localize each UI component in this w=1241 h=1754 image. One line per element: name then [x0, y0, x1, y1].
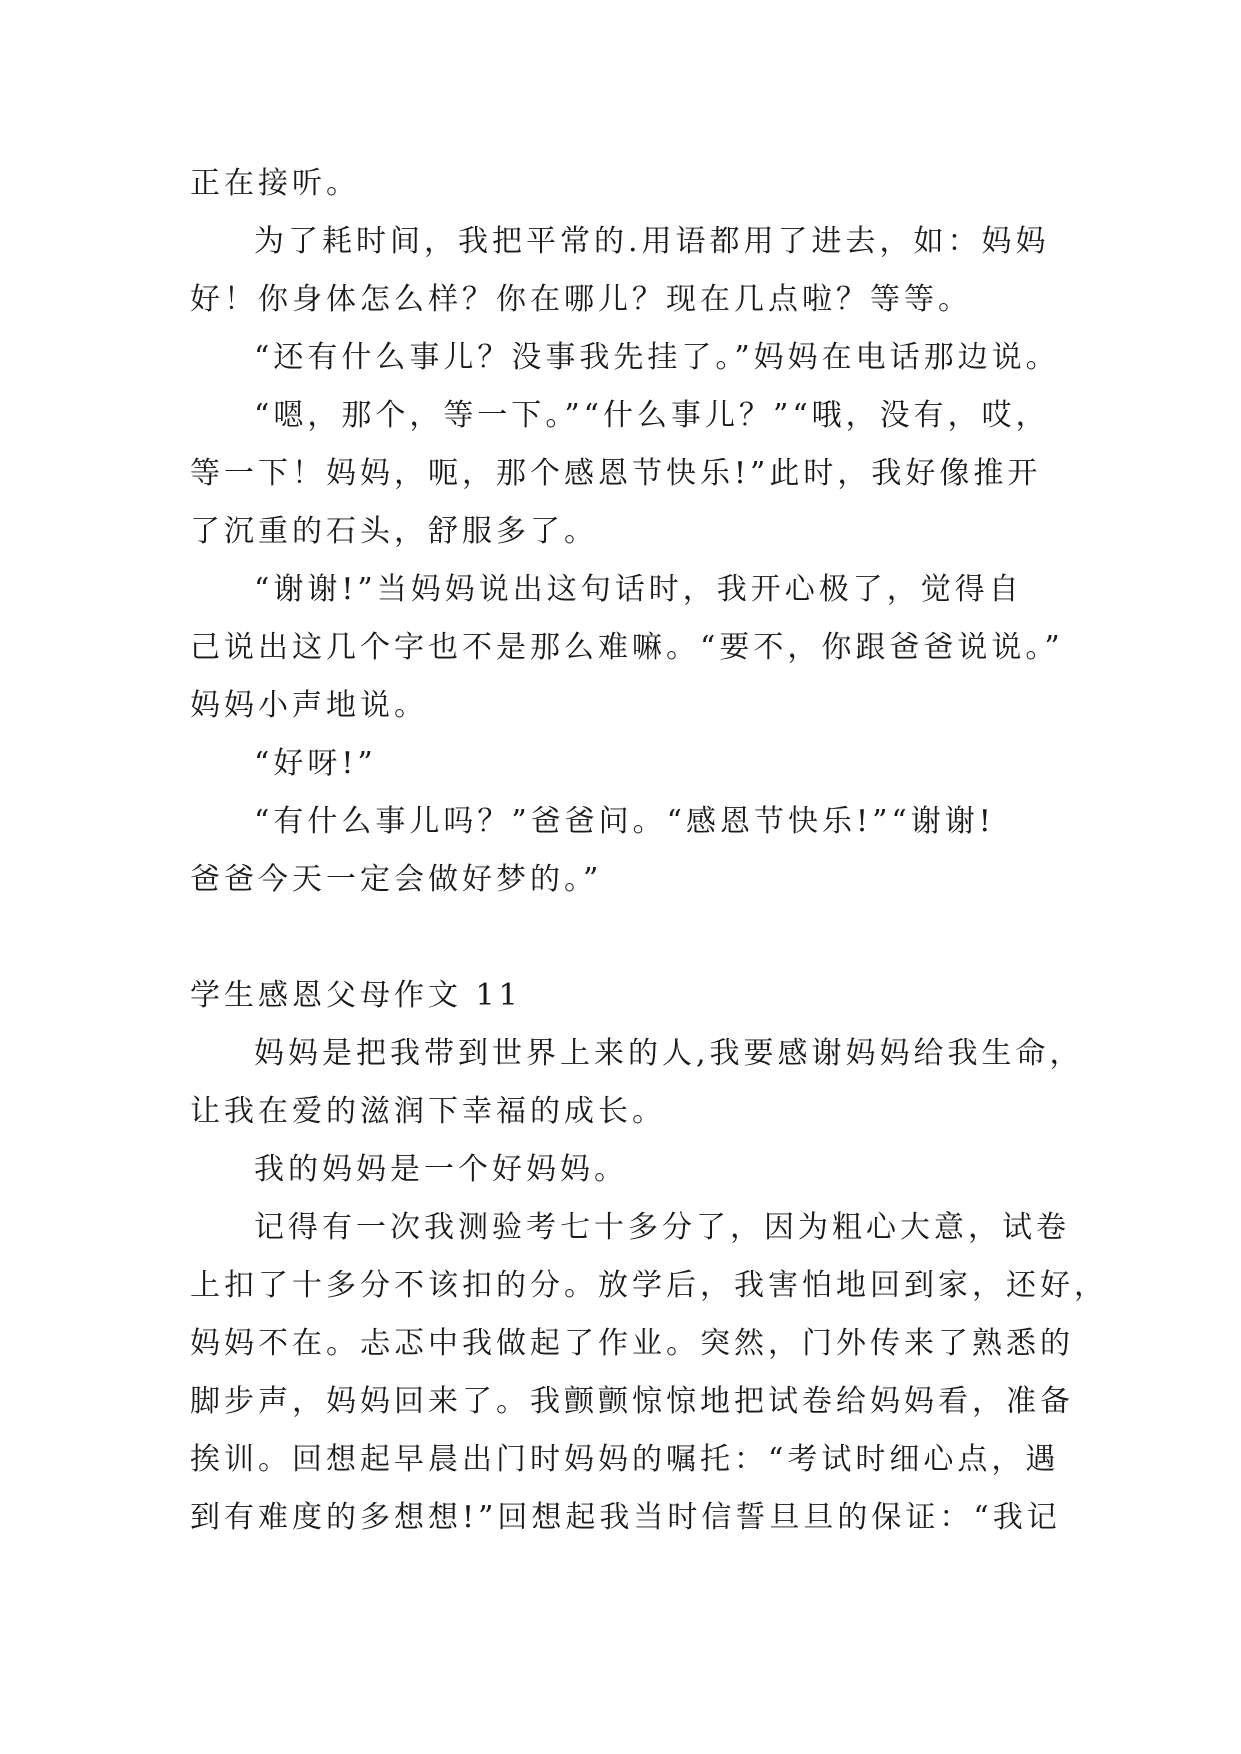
paragraph-line: 正在接听。 — [190, 166, 360, 201]
paragraph-line: “谢谢!”当妈妈说出这句话时，我开心极了，觉得自 — [254, 572, 1023, 607]
paragraph-line: 到有难度的多想想!”回想起我当时信誓旦旦的保证：“我记 — [190, 1500, 1061, 1535]
paragraph-line: 脚步声，妈妈回来了。我颤颤惊惊地把试卷给妈妈看，准备 — [190, 1384, 1074, 1419]
paragraph-line: 爸爸今天一定会做好梦的。” — [190, 862, 603, 897]
paragraph-line: 为了耗时间，我把平常的.用语都用了进去，如：妈妈 — [254, 224, 1050, 259]
paragraph-line: “好呀!” — [254, 746, 377, 781]
paragraph-line: 好！你身体怎么样？你在哪儿？现在几点啦？等等。 — [190, 282, 972, 317]
paragraph-line: 记得有一次我测验考七十多分了，因为粗心大意，试卷 — [254, 1210, 1070, 1245]
paragraph-line: “嗯，那个，等一下。”“什么事儿？”“哦，没有，哎， — [254, 398, 1050, 433]
paragraph-line: “有什么事儿吗？”爸爸问。“感恩节快乐!”“谢谢! — [254, 804, 995, 839]
paragraph-line: 挨训。回想起早晨出门时妈妈的嘱托：“考试时细心点，遇 — [190, 1442, 1060, 1477]
paragraph-line: 妈妈不在。忐忑中我做起了作业。突然，门外传来了熟悉的 — [190, 1326, 1074, 1361]
paragraph-line: 妈妈是把我带到世界上来的人,我要感谢妈妈给我生命， — [254, 1036, 1084, 1071]
paragraph-line: 让我在爱的滋润下幸福的成长。 — [190, 1094, 666, 1129]
paragraph-line: “还有什么事儿？没事我先挂了。”妈妈在电话那边说。 — [254, 340, 1060, 375]
paragraph-line: 上扣了十多分不该扣的分。放学后，我害怕地回到家，还好， — [190, 1268, 1108, 1303]
section-gap — [190, 909, 1050, 967]
paragraph-line: 了沉重的石头，舒服多了。 — [190, 514, 598, 549]
paragraph-line: 等一下！妈妈，呃，那个感恩节快乐!”此时，我好像推开 — [190, 456, 1042, 491]
document-body — [190, 155, 1108, 1547]
section-heading: 学生感恩父母作文 11 — [190, 978, 522, 1013]
paragraph-line: 己说出这几个字也不是那么难嘛。“要不，你跟爸爸说说。” — [190, 630, 1064, 665]
paragraph-line: 妈妈小声地说。 — [190, 688, 428, 723]
paragraph-line: 我的妈妈是一个好妈妈。 — [254, 1152, 628, 1187]
